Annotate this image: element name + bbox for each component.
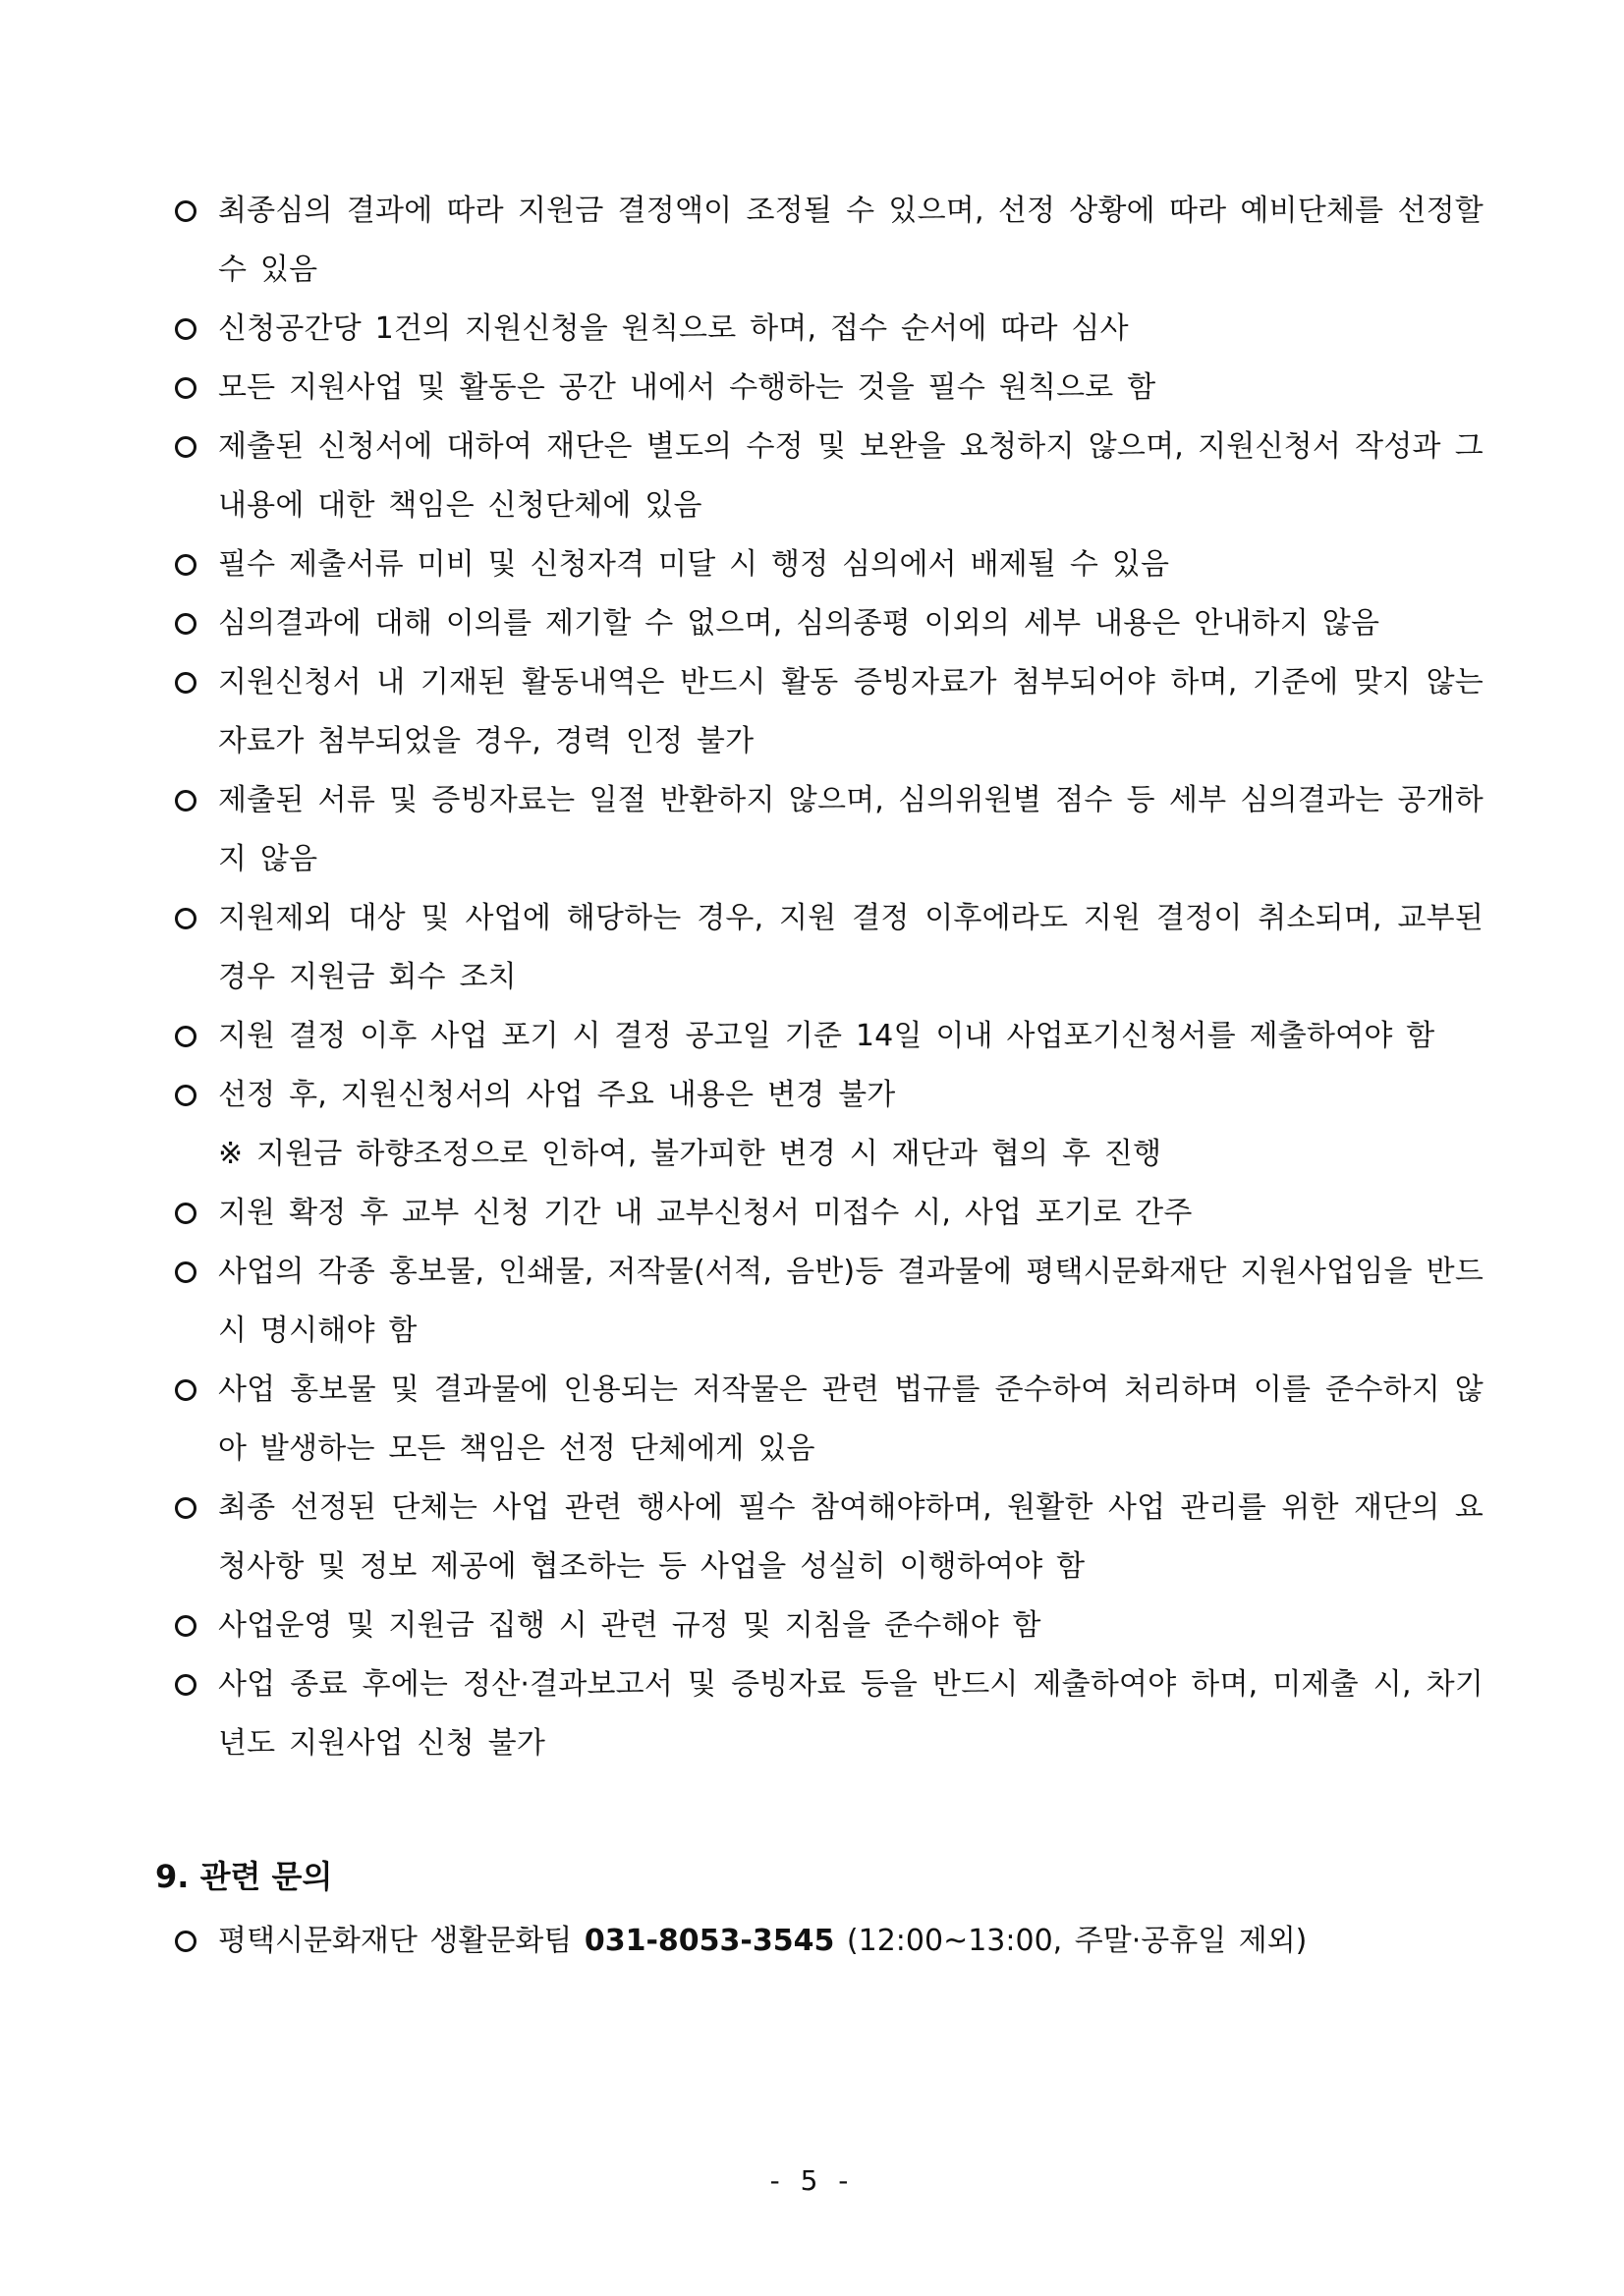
list-item-text: 최종심의 결과에 따라 지원금 결정액이 조정될 수 있으며, 선정 상황에 따라 예비단체를 선정할 수 있음 xyxy=(218,194,1484,287)
circle-bullet-icon xyxy=(175,790,196,812)
list-item xyxy=(167,1184,1484,1243)
list-item-text: 지원신청서 내 기재된 활동내역은 반드시 활동 증빙자료가 첨부되어야 하며, 기준에 맞지 않는 자료가 첨부되었을 경우, 경력 인정 불가 xyxy=(218,665,1484,758)
contact-phone: 031-8053-3545 xyxy=(584,1924,835,1958)
list-item xyxy=(167,1243,1484,1361)
circle-bullet-icon xyxy=(175,554,196,576)
circle-bullet-icon xyxy=(175,1615,196,1637)
circle-bullet-icon xyxy=(175,1379,196,1401)
circle-bullet-icon xyxy=(175,1497,196,1519)
circle-bullet-icon xyxy=(175,377,196,399)
list-item-text: 지원 확정 후 교부 신청 기간 내 교부신청서 미접수 시, 사업 포기로 간주 xyxy=(218,1196,1193,1230)
circle-bullet-icon xyxy=(175,1026,196,1047)
list-item-text: 제출된 서류 및 증빙자료는 일절 반환하지 않으며, 심의위원별 점수 등 세부 심의결과는 공개하지 않음 xyxy=(218,783,1484,876)
list-item-text: 사업운영 및 지원금 집행 시 관련 규정 및 지침을 준수해야 함 xyxy=(218,1608,1041,1643)
list-item xyxy=(167,889,1484,1007)
list-item-text: 사업의 각종 홍보물, 인쇄물, 저작물(서적, 음반)등 결과물에 평택시문화재단 지원사업임을 반드시 명시해야 함 xyxy=(218,1255,1484,1348)
list-item xyxy=(167,1596,1484,1655)
circle-bullet-icon xyxy=(175,1261,196,1283)
list-item-text: 최종 선정된 단체는 사업 관련 행사에 필수 참여해야하며, 원활한 사업 관리를 위한 재단의 요청사항 및 정보 제공에 협조하는 등 사업을 성실히 이행하여야 함 xyxy=(218,1490,1484,1584)
list-item xyxy=(167,535,1484,594)
list-item-text: 심의결과에 대해 이의를 제기할 수 없으며, 심의종평 이외의 세부 내용은 안내하지 않음 xyxy=(218,606,1380,641)
circle-bullet-icon xyxy=(175,908,196,929)
circle-bullet-icon xyxy=(175,436,196,458)
list-item-text: 지원 결정 이후 사업 포기 시 결정 공고일 기준 14일 이내 사업포기신청서를 제출하여야 함 xyxy=(218,1019,1435,1053)
contact-hours: (12:00~13:00, 주말·공휴일 제외) xyxy=(846,1924,1308,1958)
list-item-text: 신청공간당 1건의 지원신청을 원칙으로 하며, 접수 순서에 따라 심사 xyxy=(218,311,1129,346)
circle-bullet-icon xyxy=(175,672,196,694)
circle-bullet-icon xyxy=(175,1203,196,1224)
list-item xyxy=(167,1066,1484,1184)
list-item-text: 제출된 신청서에 대하여 재단은 별도의 수정 및 보완을 요청하지 않으며, 지원신청서 작성과 그 내용에 대한 책임은 신청단체에 있음 xyxy=(218,429,1484,523)
contact-org: 평택시문화재단 생활문화팀 xyxy=(218,1924,573,1958)
list-item xyxy=(167,1655,1484,1773)
circle-bullet-icon xyxy=(175,200,196,222)
list-item-text: 사업 홍보물 및 결과물에 인용되는 저작물은 관련 법규를 준수하여 처리하며 이를 준수하지 않아 발생하는 모든 책임은 선정 단체에게 있음 xyxy=(218,1372,1484,1466)
list-item-text: 모든 지원사업 및 활동은 공간 내에서 수행하는 것을 필수 원칙으로 함 xyxy=(218,370,1156,405)
list-item xyxy=(167,1479,1484,1596)
circle-bullet-icon xyxy=(175,318,196,340)
circle-bullet-icon xyxy=(175,1674,196,1696)
inquiry-section xyxy=(155,1852,1482,1966)
list-item xyxy=(167,1007,1484,1066)
list-item xyxy=(167,359,1484,418)
list-item-text: 선정 후, 지원신청서의 사업 주요 내용은 변경 불가 xyxy=(218,1078,896,1112)
circle-bullet-icon xyxy=(175,1931,196,1952)
list-item-note: ※ 지원금 하향조정으로 인하여, 불가피한 변경 시 재단과 협의 후 진행 xyxy=(218,1137,1162,1171)
notice-list xyxy=(167,182,1484,1773)
list-item xyxy=(167,1361,1484,1479)
list-item-text: 지원제외 대상 및 사업에 해당하는 경우, 지원 결정 이후에라도 지원 결정이 취소되며, 교부된 경우 지원금 회수 조치 xyxy=(218,901,1484,994)
contact-item xyxy=(155,1917,1482,1966)
list-item xyxy=(167,653,1484,771)
list-item xyxy=(167,594,1484,653)
list-item xyxy=(167,418,1484,535)
section-title: 9. 관련 문의 xyxy=(155,1858,333,1895)
circle-bullet-icon xyxy=(175,613,196,635)
list-item-text: 사업 종료 후에는 정산·결과보고서 및 증빙자료 등을 반드시 제출하여야 하며, 미제출 시, 차기 년도 지원사업 신청 불가 xyxy=(218,1667,1484,1761)
circle-bullet-icon xyxy=(175,1085,196,1106)
list-item xyxy=(167,182,1484,300)
list-item-text: 필수 제출서류 미비 및 신청자격 미달 시 행정 심의에서 배제될 수 있음 xyxy=(218,547,1170,582)
list-item xyxy=(167,771,1484,889)
page-number: - 5 - xyxy=(769,2164,855,2197)
list-item xyxy=(167,300,1484,359)
